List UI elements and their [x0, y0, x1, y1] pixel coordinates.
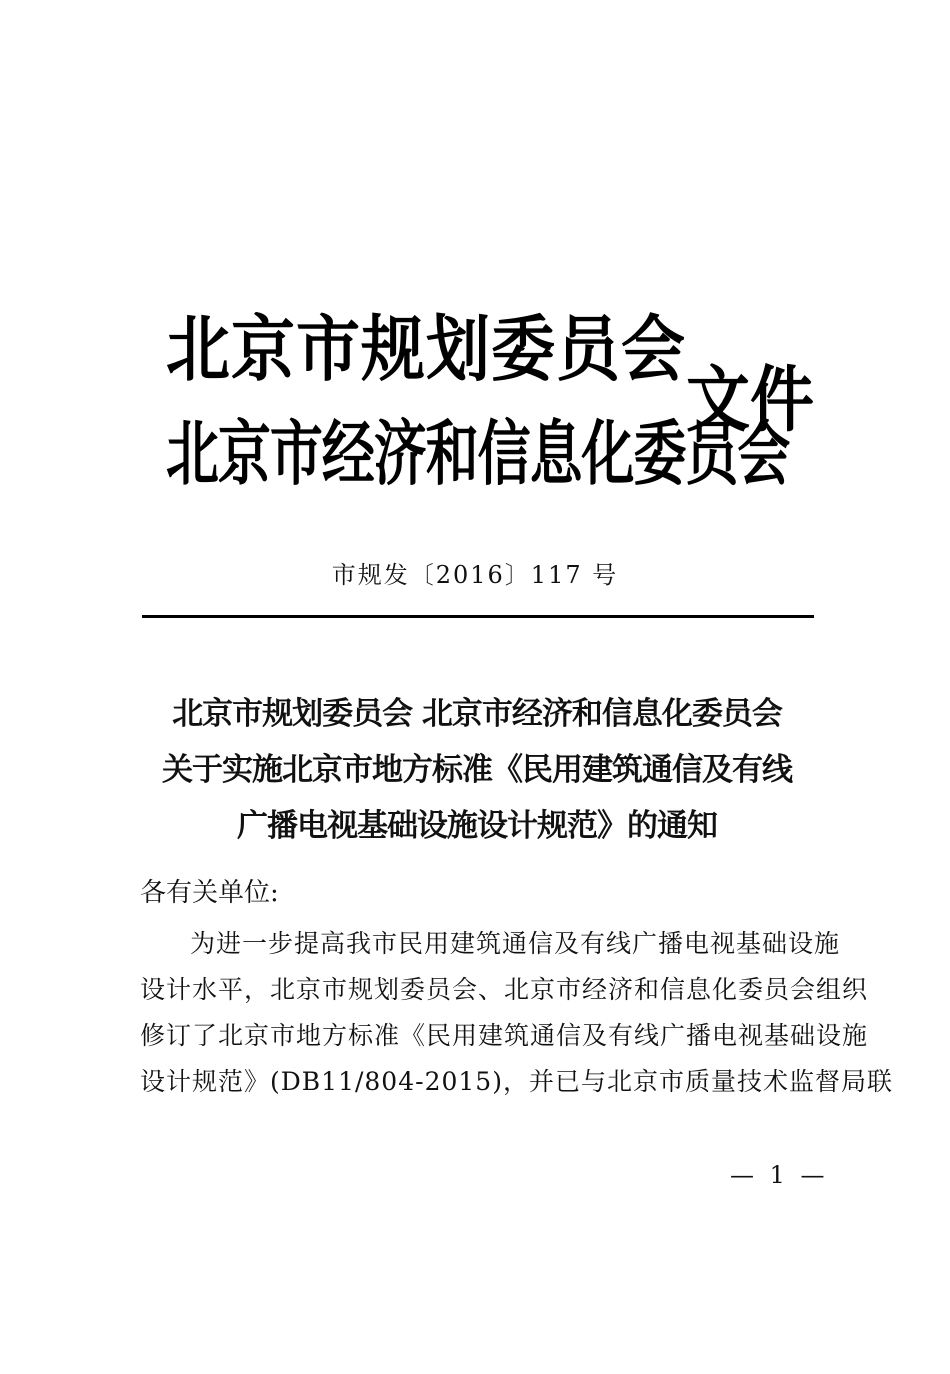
title-line: 关于实施北京市地方标准《民用建筑通信及有线: [162, 752, 792, 788]
document-header: [166, 300, 816, 495]
document-suffix: 文件: [686, 359, 814, 443]
body-line: 修订了北京市地方标准《民用建筑通信及有线广播电视基础设施: [140, 1021, 869, 1050]
document-number: 市规发〔2016〕117 号: [331, 561, 619, 589]
body-line: 设计规范》(DB11/804-2015)，并已与北京市质量技术监督局联: [140, 1067, 893, 1096]
issuing-authority-1: 北京市规划委员会: [166, 308, 686, 392]
body-line: 设计水平，北京市规划委员会、北京市经济和信息化委员会组织: [140, 975, 869, 1004]
issuing-authority-2: 北京市经济和信息化委员会: [166, 412, 790, 495]
title-line: 广播电视基础设施设计规范》的通知: [237, 808, 717, 844]
page-number: — 1 —: [730, 1161, 829, 1189]
body-line: 为进一步提高我市民用建筑通信及有线广播电视基础设施: [190, 929, 841, 958]
header-divider: [142, 615, 814, 618]
title-line: 北京市规划委员会 北京市经济和信息化委员会: [172, 696, 782, 732]
notice-title: [120, 686, 834, 854]
salutation: 各有关单位:: [140, 878, 279, 908]
body-paragraph: [140, 921, 893, 1105]
